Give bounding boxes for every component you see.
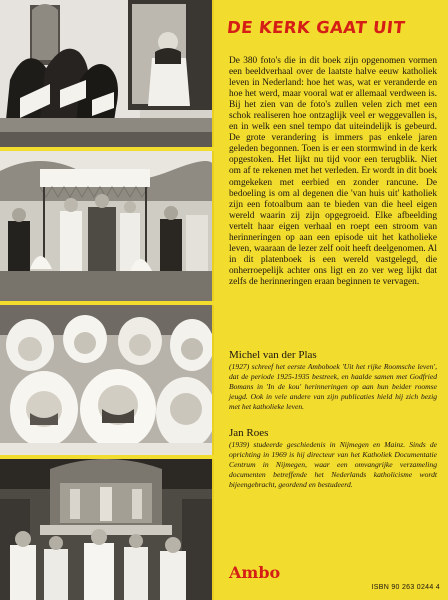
photo-church-altar bbox=[0, 459, 214, 600]
author-bio-michel: (1927) schreef het eerste Amboboek 'Uit het rijke Roomsche leven', dat de periode 1925-1935 bestreek, en haalde samen met Godfried Bomans in 'In de kou' herinneringen op aan hun beider roomse jeugd. Ook in vele andere van zijn publicaties hield hij zich bezig met het katholieke leven. bbox=[229, 362, 437, 412]
author-name-michel: Michel van der Plas bbox=[229, 349, 317, 361]
publisher-logo: Ambo bbox=[229, 563, 281, 582]
author-bio-jan: (1939) studeerde geschiedenis in Nijmegen en Mainz. Sinds de oprichting in 1969 is hij directeur van het Katholiek Documentatie Centrum in Nijmegen, waar een omvangrijke verzameling documenten betreffende het Nederlands katholicisme wordt bijeengebracht, geordend en bestudeerd. bbox=[229, 440, 437, 490]
text-column bbox=[223, 0, 441, 600]
photo-column bbox=[0, 0, 212, 600]
book-title: DE KERK GAAT UIT bbox=[226, 18, 407, 37]
photo-communion-children bbox=[0, 305, 214, 455]
back-cover-blurb bbox=[229, 56, 437, 288]
isbn-number: ISBN 90 263 0244 4 bbox=[371, 584, 440, 591]
photo-procession-canopy bbox=[0, 151, 214, 301]
blurb-paragraph: De 380 foto's die in dit boek zijn opgenomen vormen een beeldverhaal over de laatste halve eeuw katholiek leven in Nederland: hoe het was, wat er veranderde en hoe het werd, maar vooral wat er allemaal verdween is. Bij het zien van de foto's zullen velen zich met een schok realiseren hoe ontzaglijk veel er weggevallen is, en in welk een snel tempo dat uiteindelijk is gebeurd. De grote verandering is immers pas enkele jaren geleden begonnen. Toen is er een stormwind in de kerk opgestoken. Het lijkt nu tijd voor een terugblik. Niet om af te rekenen met het verleden. Er wordt in dit boek omgekeken met eerbied en zonder rancune. De bedoeling is om al degenen die 'van huis uit' katholiek zijn een fotoalbum aan te bieden van die heel eigen wereld waarin zij zijn opgegroeid. Elke afbeelding vertelt haar eigen verhaal en roept een stroom van herinneringen op aan een episode uit het katholieke leven, waaraan de lezer zelf ooit heeft deelgenomen. Al in dit platenboek is een wereld vastgelegd, die onherroepelijk achter ons ligt en zo ver weg lijkt dat zelfs de herinneringen eraan beginnen te vervagen. bbox=[229, 56, 437, 287]
author-name-jan: Jan Roes bbox=[229, 427, 269, 439]
photo-nuns-and-priest bbox=[0, 0, 214, 147]
